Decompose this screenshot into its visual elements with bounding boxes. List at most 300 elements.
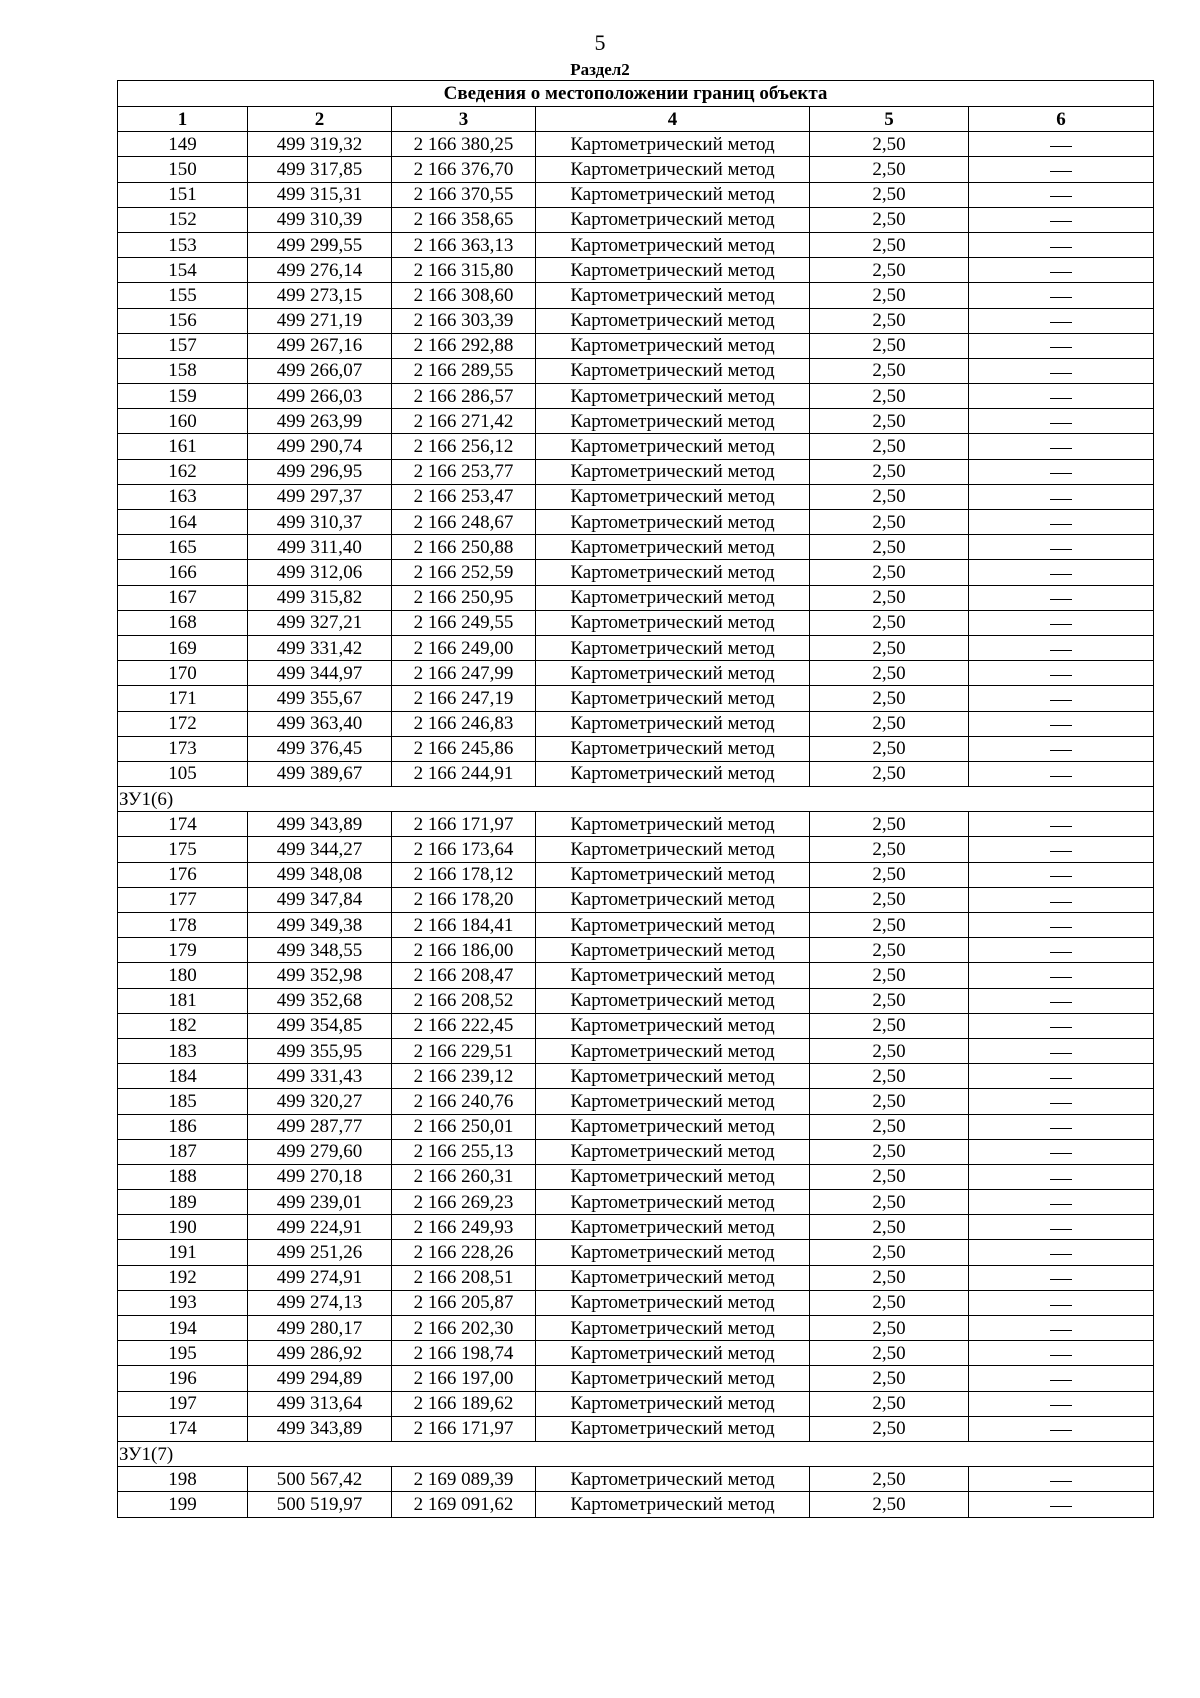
description-cell — [969, 1064, 1154, 1089]
x-coordinate-cell: 499 313,64 — [248, 1391, 392, 1416]
accuracy-cell: 2,50 — [810, 535, 969, 560]
accuracy-cell: 2,50 — [810, 384, 969, 409]
accuracy-cell: 2,50 — [810, 1139, 969, 1164]
description-cell — [969, 157, 1154, 182]
accuracy-cell: 2,50 — [810, 862, 969, 887]
table-caption-row — [118, 81, 1154, 107]
point-number-cell: 187 — [118, 1139, 248, 1164]
x-coordinate-cell: 499 363,40 — [248, 711, 392, 736]
description-cell — [969, 988, 1154, 1013]
point-number-cell: 149 — [118, 132, 248, 157]
method-cell: Картометрический метод — [536, 560, 810, 585]
x-coordinate-cell: 499 331,43 — [248, 1064, 392, 1089]
table-row — [118, 1366, 1154, 1391]
dash-mark — [1050, 624, 1072, 625]
dash-mark — [1050, 650, 1072, 651]
accuracy-cell: 2,50 — [810, 157, 969, 182]
method-cell: Картометрический метод — [536, 384, 810, 409]
dash-mark — [1050, 1053, 1072, 1054]
method-cell: Картометрический метод — [536, 258, 810, 283]
accuracy-cell: 2,50 — [810, 1341, 969, 1366]
method-cell: Картометрический метод — [536, 434, 810, 459]
point-number-cell: 156 — [118, 308, 248, 333]
dash-mark — [1050, 549, 1072, 550]
point-number-cell: 160 — [118, 409, 248, 434]
accuracy-cell: 2,50 — [810, 711, 969, 736]
dash-mark — [1050, 398, 1072, 399]
table-row — [118, 1467, 1154, 1492]
table-row — [118, 887, 1154, 912]
point-number-cell: 152 — [118, 207, 248, 232]
table-row — [118, 459, 1154, 484]
column-header: 3 — [392, 107, 536, 132]
y-coordinate-cell: 2 166 260,31 — [392, 1164, 536, 1189]
dash-mark — [1050, 1179, 1072, 1180]
method-cell: Картометрический метод — [536, 585, 810, 610]
method-cell: Картометрический метод — [536, 862, 810, 887]
table-row — [118, 1316, 1154, 1341]
table-row — [118, 988, 1154, 1013]
x-coordinate-cell: 499 297,37 — [248, 484, 392, 509]
description-cell — [969, 358, 1154, 383]
accuracy-cell: 2,50 — [810, 283, 969, 308]
point-number-cell: 178 — [118, 913, 248, 938]
table-row — [118, 1013, 1154, 1038]
dash-mark — [1050, 146, 1072, 147]
method-cell: Картометрический метод — [536, 1492, 810, 1517]
accuracy-cell: 2,50 — [810, 610, 969, 635]
y-coordinate-cell: 2 166 171,97 — [392, 1416, 536, 1441]
accuracy-cell: 2,50 — [810, 736, 969, 761]
table-row — [118, 283, 1154, 308]
x-coordinate-cell: 499 271,19 — [248, 308, 392, 333]
y-coordinate-cell: 2 166 202,30 — [392, 1316, 536, 1341]
group-label: ЗУ1(6) — [118, 787, 1154, 812]
description-cell — [969, 384, 1154, 409]
point-number-cell: 175 — [118, 837, 248, 862]
method-cell: Картометрический метод — [536, 812, 810, 837]
dash-mark — [1050, 776, 1072, 777]
table-row — [118, 661, 1154, 686]
x-coordinate-cell: 499 290,74 — [248, 434, 392, 459]
accuracy-cell: 2,50 — [810, 1013, 969, 1038]
description-cell — [969, 132, 1154, 157]
dash-mark — [1050, 347, 1072, 348]
accuracy-cell: 2,50 — [810, 635, 969, 660]
boundary-coordinates-table — [117, 80, 1154, 1518]
point-number-cell: 193 — [118, 1290, 248, 1315]
y-coordinate-cell: 2 166 173,64 — [392, 837, 536, 862]
accuracy-cell: 2,50 — [810, 1492, 969, 1517]
point-number-cell: 170 — [118, 661, 248, 686]
method-cell: Картометрический метод — [536, 938, 810, 963]
description-cell — [969, 938, 1154, 963]
table-row — [118, 560, 1154, 585]
table-row — [118, 1215, 1154, 1240]
method-cell: Картометрический метод — [536, 1240, 810, 1265]
table-row — [118, 535, 1154, 560]
description-cell — [969, 837, 1154, 862]
accuracy-cell: 2,50 — [810, 1215, 969, 1240]
method-cell: Картометрический метод — [536, 1190, 810, 1215]
y-coordinate-cell: 2 166 239,12 — [392, 1064, 536, 1089]
description-cell — [969, 207, 1154, 232]
point-number-cell: 163 — [118, 484, 248, 509]
point-number-cell: 105 — [118, 761, 248, 786]
description-cell — [969, 1190, 1154, 1215]
accuracy-cell: 2,50 — [810, 913, 969, 938]
accuracy-cell: 2,50 — [810, 661, 969, 686]
description-cell — [969, 963, 1154, 988]
x-coordinate-cell: 499 331,42 — [248, 635, 392, 660]
y-coordinate-cell: 2 166 269,23 — [392, 1190, 536, 1215]
table-row — [118, 635, 1154, 660]
method-cell: Картометрический метод — [536, 132, 810, 157]
table-row — [118, 1114, 1154, 1139]
description-cell — [969, 1290, 1154, 1315]
y-coordinate-cell: 2 166 171,97 — [392, 812, 536, 837]
dash-mark — [1050, 750, 1072, 751]
x-coordinate-cell: 499 267,16 — [248, 333, 392, 358]
accuracy-cell: 2,50 — [810, 938, 969, 963]
method-cell: Картометрический метод — [536, 1290, 810, 1315]
description-cell — [969, 535, 1154, 560]
method-cell: Картометрический метод — [536, 1341, 810, 1366]
description-cell — [969, 1038, 1154, 1063]
description-cell — [969, 610, 1154, 635]
table-body — [118, 132, 1154, 1517]
y-coordinate-cell: 2 166 250,88 — [392, 535, 536, 560]
point-number-cell: 181 — [118, 988, 248, 1013]
section-title: Раздел2 — [570, 60, 630, 79]
table-row — [118, 610, 1154, 635]
y-coordinate-cell: 2 166 228,26 — [392, 1240, 536, 1265]
y-coordinate-cell: 2 166 247,19 — [392, 686, 536, 711]
point-number-cell: 199 — [118, 1492, 248, 1517]
y-coordinate-cell: 2 169 089,39 — [392, 1467, 536, 1492]
table-row — [118, 938, 1154, 963]
point-number-cell: 191 — [118, 1240, 248, 1265]
method-cell: Картометрический метод — [536, 1215, 810, 1240]
x-coordinate-cell: 499 315,31 — [248, 182, 392, 207]
dash-mark — [1050, 675, 1072, 676]
x-coordinate-cell: 499 251,26 — [248, 1240, 392, 1265]
table-row — [118, 711, 1154, 736]
y-coordinate-cell: 2 166 178,12 — [392, 862, 536, 887]
y-coordinate-cell: 2 166 250,95 — [392, 585, 536, 610]
point-number-cell: 189 — [118, 1190, 248, 1215]
y-coordinate-cell: 2 166 244,91 — [392, 761, 536, 786]
table-row — [118, 1492, 1154, 1517]
x-coordinate-cell: 499 317,85 — [248, 157, 392, 182]
y-coordinate-cell: 2 166 370,55 — [392, 182, 536, 207]
x-coordinate-cell: 500 519,97 — [248, 1492, 392, 1517]
method-cell: Картометрический метод — [536, 358, 810, 383]
point-number-cell: 155 — [118, 283, 248, 308]
description-cell — [969, 1341, 1154, 1366]
table-row — [118, 1064, 1154, 1089]
method-cell: Картометрический метод — [536, 207, 810, 232]
method-cell: Картометрический метод — [536, 635, 810, 660]
method-cell: Картометрический метод — [536, 736, 810, 761]
y-coordinate-cell: 2 166 289,55 — [392, 358, 536, 383]
x-coordinate-cell: 499 352,68 — [248, 988, 392, 1013]
table-row — [118, 157, 1154, 182]
method-cell: Картометрический метод — [536, 1038, 810, 1063]
description-cell — [969, 1139, 1154, 1164]
method-cell: Картометрический метод — [536, 988, 810, 1013]
table-row — [118, 1190, 1154, 1215]
dash-mark — [1050, 574, 1072, 575]
x-coordinate-cell: 499 287,77 — [248, 1114, 392, 1139]
x-coordinate-cell: 499 344,27 — [248, 837, 392, 862]
method-cell: Картометрический метод — [536, 1013, 810, 1038]
table-row — [118, 913, 1154, 938]
x-coordinate-cell: 499 299,55 — [248, 232, 392, 257]
point-number-cell: 184 — [118, 1064, 248, 1089]
point-number-cell: 159 — [118, 384, 248, 409]
y-coordinate-cell: 2 166 208,51 — [392, 1265, 536, 1290]
accuracy-cell: 2,50 — [810, 258, 969, 283]
y-coordinate-cell: 2 166 252,59 — [392, 560, 536, 585]
dash-mark — [1050, 700, 1072, 701]
description-cell — [969, 1013, 1154, 1038]
dash-mark — [1050, 1002, 1072, 1003]
dash-mark — [1050, 373, 1072, 374]
point-number-cell: 188 — [118, 1164, 248, 1189]
x-coordinate-cell: 499 327,21 — [248, 610, 392, 635]
accuracy-cell: 2,50 — [810, 887, 969, 912]
y-coordinate-cell: 2 166 186,00 — [392, 938, 536, 963]
accuracy-cell: 2,50 — [810, 1164, 969, 1189]
y-coordinate-cell: 2 166 363,13 — [392, 232, 536, 257]
table-caption: Сведения о местоположении границ объекта — [118, 81, 1154, 107]
accuracy-cell: 2,50 — [810, 761, 969, 786]
table-row — [118, 409, 1154, 434]
accuracy-cell: 2,50 — [810, 1316, 969, 1341]
y-coordinate-cell: 2 166 184,41 — [392, 913, 536, 938]
x-coordinate-cell: 499 348,08 — [248, 862, 392, 887]
dash-mark — [1050, 1355, 1072, 1356]
point-number-cell: 194 — [118, 1316, 248, 1341]
table-row — [118, 258, 1154, 283]
accuracy-cell: 2,50 — [810, 963, 969, 988]
dash-mark — [1050, 272, 1072, 273]
point-number-cell: 177 — [118, 887, 248, 912]
dash-mark — [1050, 524, 1072, 525]
point-number-cell: 198 — [118, 1467, 248, 1492]
description-cell — [969, 812, 1154, 837]
table-row — [118, 510, 1154, 535]
dash-mark — [1050, 499, 1072, 500]
y-coordinate-cell: 2 166 376,70 — [392, 157, 536, 182]
table-row — [118, 585, 1154, 610]
table-row — [118, 686, 1154, 711]
point-number-cell: 171 — [118, 686, 248, 711]
point-number-cell: 174 — [118, 812, 248, 837]
method-cell: Картометрический метод — [536, 887, 810, 912]
x-coordinate-cell: 499 274,91 — [248, 1265, 392, 1290]
dash-mark — [1050, 473, 1072, 474]
point-number-cell: 196 — [118, 1366, 248, 1391]
x-coordinate-cell: 499 355,95 — [248, 1038, 392, 1063]
table-row — [118, 434, 1154, 459]
x-coordinate-cell: 499 343,89 — [248, 812, 392, 837]
description-cell — [969, 635, 1154, 660]
group-label: ЗУ1(7) — [118, 1441, 1154, 1466]
accuracy-cell: 2,50 — [810, 333, 969, 358]
method-cell: Картометрический метод — [536, 1265, 810, 1290]
accuracy-cell: 2,50 — [810, 434, 969, 459]
table-row — [118, 736, 1154, 761]
dash-mark — [1050, 1430, 1072, 1431]
dash-mark — [1050, 1506, 1072, 1507]
method-cell: Картометрический метод — [536, 1416, 810, 1441]
point-number-cell: 165 — [118, 535, 248, 560]
method-cell: Картометрический метод — [536, 308, 810, 333]
x-coordinate-cell: 499 296,95 — [248, 459, 392, 484]
accuracy-cell: 2,50 — [810, 207, 969, 232]
table-row — [118, 207, 1154, 232]
method-cell: Картометрический метод — [536, 283, 810, 308]
x-coordinate-cell: 499 352,98 — [248, 963, 392, 988]
x-coordinate-cell: 499 344,97 — [248, 661, 392, 686]
description-cell — [969, 333, 1154, 358]
dash-mark — [1050, 1078, 1072, 1079]
description-cell — [969, 1492, 1154, 1517]
x-coordinate-cell: 499 274,13 — [248, 1290, 392, 1315]
y-coordinate-cell: 2 166 292,88 — [392, 333, 536, 358]
x-coordinate-cell: 499 376,45 — [248, 736, 392, 761]
table-row — [118, 1164, 1154, 1189]
table-row — [118, 132, 1154, 157]
table-row — [118, 333, 1154, 358]
y-coordinate-cell: 2 166 250,01 — [392, 1114, 536, 1139]
method-cell: Картометрический метод — [536, 182, 810, 207]
dash-mark — [1050, 851, 1072, 852]
accuracy-cell: 2,50 — [810, 1240, 969, 1265]
y-coordinate-cell: 2 166 246,83 — [392, 711, 536, 736]
method-cell: Картометрический метод — [536, 610, 810, 635]
dash-mark — [1050, 171, 1072, 172]
dash-mark — [1050, 196, 1072, 197]
description-cell — [969, 1215, 1154, 1240]
x-coordinate-cell: 499 349,38 — [248, 913, 392, 938]
y-coordinate-cell: 2 166 247,99 — [392, 661, 536, 686]
dash-mark — [1050, 927, 1072, 928]
accuracy-cell: 2,50 — [810, 1190, 969, 1215]
dash-mark — [1050, 1330, 1072, 1331]
accuracy-cell: 2,50 — [810, 1114, 969, 1139]
description-cell — [969, 308, 1154, 333]
point-number-cell: 162 — [118, 459, 248, 484]
point-number-cell: 173 — [118, 736, 248, 761]
y-coordinate-cell: 2 166 208,52 — [392, 988, 536, 1013]
table-header-row — [118, 107, 1154, 132]
method-cell: Картометрический метод — [536, 510, 810, 535]
dash-mark — [1050, 1153, 1072, 1154]
y-coordinate-cell: 2 169 091,62 — [392, 1492, 536, 1517]
description-cell — [969, 1089, 1154, 1114]
dash-mark — [1050, 1380, 1072, 1381]
method-cell: Картометрический метод — [536, 761, 810, 786]
y-coordinate-cell: 2 166 253,77 — [392, 459, 536, 484]
table-row — [118, 232, 1154, 257]
description-cell — [969, 182, 1154, 207]
description-cell — [969, 484, 1154, 509]
method-cell: Картометрический метод — [536, 1114, 810, 1139]
y-coordinate-cell: 2 166 229,51 — [392, 1038, 536, 1063]
x-coordinate-cell: 499 319,32 — [248, 132, 392, 157]
accuracy-cell: 2,50 — [810, 1089, 969, 1114]
accuracy-cell: 2,50 — [810, 812, 969, 837]
x-coordinate-cell: 499 239,01 — [248, 1190, 392, 1215]
dash-mark — [1050, 1128, 1072, 1129]
accuracy-cell: 2,50 — [810, 459, 969, 484]
table-row — [118, 1265, 1154, 1290]
method-cell: Картометрический метод — [536, 535, 810, 560]
accuracy-cell: 2,50 — [810, 132, 969, 157]
y-coordinate-cell: 2 166 205,87 — [392, 1290, 536, 1315]
point-number-cell: 151 — [118, 182, 248, 207]
description-cell — [969, 711, 1154, 736]
x-coordinate-cell: 499 294,89 — [248, 1366, 392, 1391]
point-number-cell: 153 — [118, 232, 248, 257]
point-number-cell: 168 — [118, 610, 248, 635]
dash-mark — [1050, 952, 1072, 953]
dash-mark — [1050, 1204, 1072, 1205]
point-number-cell: 183 — [118, 1038, 248, 1063]
method-cell: Картометрический метод — [536, 711, 810, 736]
y-coordinate-cell: 2 166 198,74 — [392, 1341, 536, 1366]
accuracy-cell: 2,50 — [810, 1416, 969, 1441]
accuracy-cell: 2,50 — [810, 1290, 969, 1315]
y-coordinate-cell: 2 166 256,12 — [392, 434, 536, 459]
x-coordinate-cell: 499 270,18 — [248, 1164, 392, 1189]
group-row — [118, 1441, 1154, 1466]
accuracy-cell: 2,50 — [810, 409, 969, 434]
description-cell — [969, 686, 1154, 711]
point-number-cell: 179 — [118, 938, 248, 963]
description-cell — [969, 1265, 1154, 1290]
x-coordinate-cell: 499 354,85 — [248, 1013, 392, 1038]
method-cell: Картометрический метод — [536, 1366, 810, 1391]
method-cell: Картометрический метод — [536, 232, 810, 257]
dash-mark — [1050, 1027, 1072, 1028]
point-number-cell: 195 — [118, 1341, 248, 1366]
column-header: 2 — [248, 107, 392, 132]
dash-mark — [1050, 1254, 1072, 1255]
x-coordinate-cell: 500 567,42 — [248, 1467, 392, 1492]
y-coordinate-cell: 2 166 253,47 — [392, 484, 536, 509]
point-number-cell: 190 — [118, 1215, 248, 1240]
dash-mark — [1050, 725, 1072, 726]
column-header: 5 — [810, 107, 969, 132]
dash-mark — [1050, 221, 1072, 222]
y-coordinate-cell: 2 166 308,60 — [392, 283, 536, 308]
method-cell: Картометрический метод — [536, 1391, 810, 1416]
y-coordinate-cell: 2 166 286,57 — [392, 384, 536, 409]
point-number-cell: 150 — [118, 157, 248, 182]
x-coordinate-cell: 499 312,06 — [248, 560, 392, 585]
y-coordinate-cell: 2 166 178,20 — [392, 887, 536, 912]
table-row — [118, 1139, 1154, 1164]
accuracy-cell: 2,50 — [810, 1265, 969, 1290]
description-cell — [969, 736, 1154, 761]
point-number-cell: 172 — [118, 711, 248, 736]
description-cell — [969, 1240, 1154, 1265]
x-coordinate-cell: 499 280,17 — [248, 1316, 392, 1341]
